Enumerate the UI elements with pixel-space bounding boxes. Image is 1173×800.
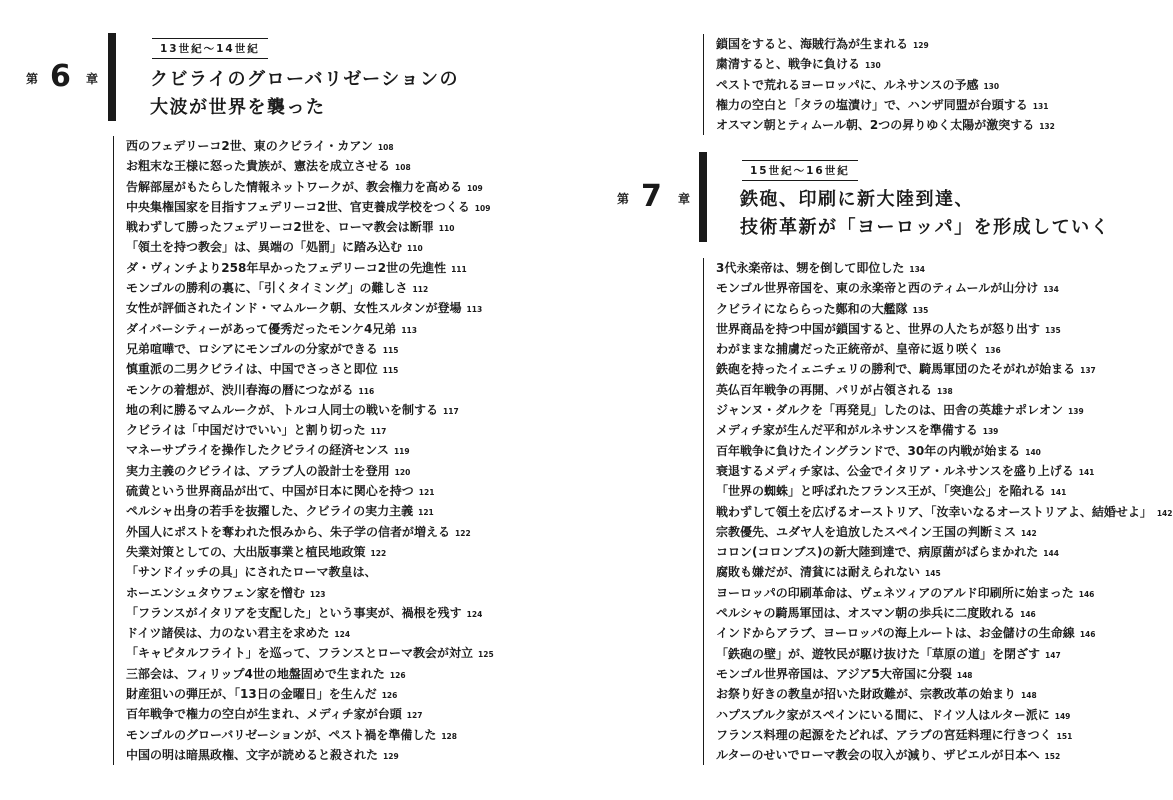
chapter-7-title <box>740 186 1110 242</box>
toc-entry-page: 124 <box>466 609 483 619</box>
toc-entry <box>716 562 1173 582</box>
toc-entry <box>716 583 1173 603</box>
toc-entry-page: 136 <box>985 346 1001 356</box>
toc-entry <box>126 359 494 379</box>
toc-entry <box>126 643 494 663</box>
toc-entry <box>716 319 1173 339</box>
toc-entry-page: 137 <box>1080 366 1096 376</box>
toc-entry-page: 144 <box>1043 549 1059 559</box>
toc-entry-title: 女性が評価されたインド・マムルーク朝、女性スルタンが登場 <box>126 301 462 316</box>
chapter-6-bar <box>108 33 116 121</box>
toc-entry <box>716 54 1055 74</box>
toc-entry <box>716 745 1173 765</box>
toc-entry <box>126 704 494 724</box>
toc-entry <box>716 461 1173 481</box>
toc-entry <box>126 664 494 684</box>
toc-entry-title: 硫黄という世界商品が出て、中国が日本に関心を持つ <box>126 484 414 499</box>
chapter-6-prefix: 第 <box>26 72 39 86</box>
toc-entry-title: 腐敗も嫌だが、清貧には耐えられない <box>716 565 921 580</box>
toc-entry <box>716 115 1055 135</box>
toc-entry <box>716 481 1173 501</box>
toc-entry-title: ペルシャ出身の若手を抜擢した、クビライの実力主義 <box>126 504 414 519</box>
toc-entry-title: 兄弟喧嘩で、ロシアにモンゴルの分家ができる <box>126 341 378 356</box>
toc-entry-page: 147 <box>1045 650 1061 660</box>
chapter-7-suffix: 章 <box>678 192 691 206</box>
toc-entry-page: 134 <box>1043 285 1059 295</box>
toc-entry-title: オスマン朝とティムール朝、2つの昇りゆく太陽が激突する <box>716 118 1035 133</box>
toc-entry-title: 百年戦争に負けたイングランドで、30年の内戦が始まる <box>716 443 1021 458</box>
toc-entry-title: 3代永楽帝は、甥を倒して即位した <box>716 261 905 275</box>
toc-entry-page: 141 <box>1078 467 1095 477</box>
toc-entry-title: 世界商品を持つ中国が鎖国すると、世界の人たちが怒り出す <box>716 321 1041 336</box>
toc-entry-page: 139 <box>1068 407 1084 417</box>
toc-entry-title: 「サンドイッチの具」にされたローマ教皇は、 <box>126 565 377 580</box>
toc-entry-title: ジャンヌ・ダルクを「再発見」したのは、田舎の英雄ナポレオン <box>716 403 1064 418</box>
toc-entry-page: 146 <box>1078 589 1095 599</box>
toc-entry <box>126 380 494 400</box>
toc-entry <box>716 644 1173 664</box>
chapter-6-title-line2: 大波が世界を襲った <box>150 97 326 118</box>
toc-entry-title: 粛清すると、戦争に負ける <box>716 57 861 72</box>
toc-entry-page: 146 <box>1079 630 1096 640</box>
toc-entry <box>126 684 494 704</box>
toc-entry <box>716 278 1173 298</box>
toc-entry <box>716 75 1055 95</box>
toc-entry <box>716 258 1173 278</box>
toc-entry-title: メディチ家が生んだ平和がルネサンスを準備する <box>716 423 978 438</box>
chapter-6-number: 6 <box>50 59 71 94</box>
toc-entry-page: 132 <box>1039 122 1055 132</box>
toc-entry-title: 慎重派の二男クビライは、中国でさっさと即位 <box>126 362 378 377</box>
toc-entry <box>716 623 1173 643</box>
toc-entry-page: 135 <box>912 305 929 315</box>
toc-entry-page: 135 <box>1045 325 1061 335</box>
toc-entry-page: 110 <box>438 224 455 234</box>
toc-entry-page: 152 <box>1044 752 1061 762</box>
toc-entry-page: 142 <box>1156 508 1173 518</box>
toc-entry <box>126 298 494 318</box>
chapter-6-title-line1: クビライのグローバリゼーションの <box>150 69 459 90</box>
toc-entry-title: 財産狙いの弾圧が、「13日の金曜日」を生んだ <box>126 687 377 702</box>
toc-entry-title: マネーサプライを操作したクビライの経済センス <box>126 443 389 458</box>
toc-entry-title: 失業対策としての、大出版事業と植民地政策 <box>126 544 366 559</box>
toc-entry <box>716 95 1055 115</box>
toc-entry-title: ヨーロッパの印刷革命は、ヴェネツィアのアルド印刷所に始まった <box>716 585 1074 600</box>
toc-entry-title: ダイバーシティーがあって優秀だったモンケ4兄弟 <box>126 321 397 336</box>
toc-entry-title: フランス料理の起源をたどれば、アラブの宮廷料理に行きつく <box>716 727 1052 742</box>
toc-entry-page: 126 <box>389 670 406 680</box>
toc-entry-page: 117 <box>443 406 459 416</box>
chapter-7-title-line1: 鉄砲、印刷に新大陸到達、 <box>740 189 974 210</box>
toc-entry <box>126 258 494 278</box>
toc-entry <box>126 603 494 623</box>
chapter-6-contents-continued <box>703 34 1055 135</box>
toc-entry-page: 130 <box>865 61 881 71</box>
toc-entry-page: 124 <box>334 630 351 640</box>
toc-entry-page: 141 <box>1050 488 1067 498</box>
toc-entry <box>126 136 494 156</box>
toc-entry-title: 実力主義のクビライは、アラブ人の設計士を登用 <box>126 463 390 478</box>
toc-entry-page: 140 <box>1025 447 1041 457</box>
toc-entry <box>716 542 1173 562</box>
toc-entry-page: 138 <box>937 386 953 396</box>
toc-entry-title: 衰退するメディチ家は、公金でイタリア・ルネサンスを盛り上げる <box>716 463 1074 478</box>
toc-entry-title: ハプスブルク家がスペインにいる間に、ドイツ人はルター派に <box>716 707 1050 722</box>
toc-entry-page: 148 <box>1021 691 1037 701</box>
toc-entry-title: ダ・ヴィンチより258年早かったフェデリーコ2世の先進性 <box>126 260 447 275</box>
toc-entry-title: ドイツ諸侯は、力のない君主を求めた <box>126 626 330 641</box>
toc-entry <box>716 420 1173 440</box>
toc-entry-page: 128 <box>441 731 457 741</box>
toc-entry <box>126 725 494 745</box>
toc-entry-page: 108 <box>377 143 394 152</box>
toc-entry-page: 121 <box>418 488 435 498</box>
toc-entry-title: 英仏百年戦争の再開、パリが占領される <box>716 382 933 397</box>
toc-entry <box>126 319 494 339</box>
toc-entry <box>716 603 1173 623</box>
toc-entry-title-cont: ホーエンシュタウフェン家を憎む <box>126 585 305 600</box>
toc-entry-page: 134 <box>909 265 926 274</box>
toc-entry-title: 「鉄砲の壁」が、遊牧民が駆け抜けた「草原の道」を閉ざす <box>716 646 1041 661</box>
toc-entry-title: モンゴル世界帝国は、アジア5大帝国に分裂 <box>716 666 952 681</box>
chapter-7-bar <box>699 152 707 242</box>
toc-entry-page: 122 <box>455 528 471 538</box>
toc-entry-page: 126 <box>381 691 398 701</box>
toc-entry-page: 129 <box>383 751 399 761</box>
toc-entry-page: 109 <box>474 203 491 213</box>
chapter-6-title <box>150 66 459 122</box>
toc-entry-title: インドからアラブ、ヨーロッパの海上ルートは、お金儲けの生命線 <box>716 626 1075 641</box>
toc-entry <box>126 177 494 197</box>
toc-entry-page: 113 <box>401 325 417 335</box>
toc-entry-page: 125 <box>478 650 494 660</box>
toc-entry-title: ペルシャの騎馬軍団は、オスマン朝の歩兵に二度敗れる <box>716 606 1016 621</box>
toc-entry-title: お粗末な王様に怒った貴族が、憲法を成立させる <box>126 159 391 174</box>
toc-entry <box>126 522 494 542</box>
toc-entry <box>126 278 494 298</box>
toc-entry <box>716 522 1173 542</box>
toc-entry-page: 108 <box>395 163 411 173</box>
toc-entry-title: 戦わずして領土を広げるオーストリア、「汝幸いなるオーストリアよ、結婚せよ」 <box>716 504 1152 519</box>
toc-entry-page: 116 <box>358 386 375 396</box>
toc-entry <box>126 542 494 562</box>
toc-entry <box>126 501 494 521</box>
toc-entry <box>716 684 1173 704</box>
chapter-6-suffix: 章 <box>86 72 99 86</box>
chapter-7-contents <box>703 258 1173 765</box>
toc-entry-title: 権力の空白と「タラの塩漬け」で、ハンザ同盟が台頭する <box>716 97 1028 112</box>
toc-entry <box>716 380 1173 400</box>
toc-entry-title: ペストで荒れるヨーロッパに、ルネサンスの予感 <box>716 77 979 92</box>
toc-entry-title: わがままな捕虜だった正統帝が、皇帝に返り咲く <box>716 342 981 357</box>
toc-entry <box>716 339 1173 359</box>
toc-entry-page: 123 <box>309 589 326 599</box>
toc-entry-page: 142 <box>1021 528 1037 538</box>
toc-entry-page: 113 <box>466 305 483 315</box>
toc-entry <box>126 237 494 257</box>
toc-entry-title: 宗教優先、ユダヤ人を追放したスペイン王国の判断ミス <box>716 524 1017 539</box>
toc-entry-page: 112 <box>412 285 429 295</box>
toc-entry-page: 151 <box>1056 731 1073 741</box>
toc-entry-page: 115 <box>382 366 399 376</box>
toc-entry-title: モンゴルのグローバリゼーションが、ペスト禍を準備した <box>126 727 437 742</box>
toc-entry-title: 鉄砲を持ったイェニチェリの勝利で、騎馬軍団のたそがれが始まる <box>716 362 1076 377</box>
toc-entry <box>716 664 1173 684</box>
toc-entry-page: 131 <box>1032 101 1049 111</box>
toc-entry-title: 告解部屋がもたらした情報ネットワークが、教会権力を高める <box>126 179 463 194</box>
toc-entry <box>126 420 494 440</box>
toc-entry-title: 戦わずして勝ったフェデリーコ2世を、ローマ教会は断罪 <box>126 220 434 235</box>
toc-entry-title: 中央集権国家を目指すフェデリーコ2世、官吏養成学校をつくる <box>126 199 470 214</box>
toc-entry-title: お祭り好きの教皇が招いた財政難が、宗教改革の始まり <box>716 687 1017 702</box>
toc-entry-title: 西のフェデリーコ2世、東のクビライ・カアン <box>126 139 373 153</box>
toc-entry <box>126 440 494 460</box>
toc-entry-title: 「フランスがイタリアを支配した」という事実が、禍根を残す <box>126 605 462 620</box>
toc-entry <box>126 562 494 603</box>
chapter-6-contents <box>113 136 494 765</box>
toc-entry-title: 三部会は、フィリップ4世の地盤固めで生まれた <box>126 666 385 681</box>
toc-entry-title: コロン(コロンブス)の新大陸到達で、病原菌がばらまかれた <box>716 545 1039 560</box>
toc-entry-title: クビライになららった鄭和の大艦隊 <box>716 301 908 316</box>
toc-entry <box>716 34 1055 54</box>
toc-entry-page: 129 <box>913 41 929 50</box>
toc-entry <box>126 623 494 643</box>
toc-entry <box>716 502 1173 522</box>
toc-entry-page: 149 <box>1054 711 1071 721</box>
toc-entry-page: 145 <box>925 569 941 579</box>
toc-entry-title: 中国の明は暗黒政権、文字が読めると殺された <box>126 747 379 762</box>
toc-entry-title: クビライは「中国だけでいい」と割り切った <box>126 423 366 438</box>
toc-entry <box>716 359 1173 379</box>
toc-entry-title: モンゴルの勝利の裏に、「引くタイミング」の難しさ <box>126 281 408 296</box>
chapter-7-title-line2: 技術革新が「ヨーロッパ」を形成していく <box>740 217 1111 238</box>
chapter-7-era: 15世紀～16世紀 <box>742 160 858 181</box>
chapter-6-era: 13世紀～14世紀 <box>152 38 268 59</box>
toc-entry-title: 地の利に勝るマムルークが、トルコ人同士の戦いを制する <box>126 402 439 417</box>
toc-entry-page: 122 <box>370 548 387 558</box>
toc-entry-page: 121 <box>418 508 434 518</box>
toc-entry <box>716 705 1173 725</box>
toc-entry-page: 115 <box>382 345 399 355</box>
toc-entry-page: 120 <box>394 467 411 477</box>
toc-entry <box>126 461 494 481</box>
toc-entry-title: 百年戦争で権力の空白が生まれ、メディチ家が台頭 <box>126 707 402 722</box>
toc-entry <box>126 400 494 420</box>
toc-entry-page: 127 <box>406 711 423 721</box>
toc-entry-page: 146 <box>1020 610 1036 620</box>
toc-entry <box>126 156 494 176</box>
toc-entry <box>716 299 1173 319</box>
toc-entry <box>126 217 494 237</box>
toc-entry-title: モンケの着想が、渋川春海の暦につながる <box>126 382 354 397</box>
toc-entry <box>716 725 1173 745</box>
toc-entry <box>126 745 494 765</box>
toc-entry <box>126 339 494 359</box>
toc-entry <box>716 400 1173 420</box>
toc-entry-title: モンゴル世界帝国を、東の永楽帝と西のティムールが山分け <box>716 281 1039 296</box>
chapter-7-prefix: 第 <box>617 192 630 206</box>
toc-entry-page: 111 <box>451 264 467 274</box>
toc-entry-page: 117 <box>370 427 387 437</box>
toc-entry-page: 119 <box>393 447 410 457</box>
toc-entry-page: 148 <box>956 670 973 680</box>
toc-entry-title: 「キャピタルフライト」を巡って、フランスとローマ教会が対立 <box>126 646 474 661</box>
toc-entry-title: 外国人にポストを奪われた恨みから、朱子学の信者が増える <box>126 524 451 539</box>
toc-entry-title: 「世界の蜘蛛」と呼ばれたフランス王が、「突進公」を陥れる <box>716 484 1046 499</box>
toc-entry-title: 「領土を持つ教会」は、異端の「処罰」に踏み込む <box>126 240 403 255</box>
toc-entry-page: 130 <box>983 81 1000 91</box>
toc-entry-title: 鎖国をすると、海賊行為が生まれる <box>716 37 909 51</box>
toc-entry-page: 139 <box>982 427 999 437</box>
chapter-7-number: 7 <box>641 179 662 214</box>
toc-entry <box>126 197 494 217</box>
toc-entry <box>716 441 1173 461</box>
toc-entry <box>126 481 494 501</box>
toc-entry-page: 110 <box>407 244 423 254</box>
toc-entry-page: 109 <box>467 183 483 193</box>
toc-entry-title: ルターのせいでローマ教会の収入が減り、ザビエルが日本へ <box>716 748 1040 763</box>
